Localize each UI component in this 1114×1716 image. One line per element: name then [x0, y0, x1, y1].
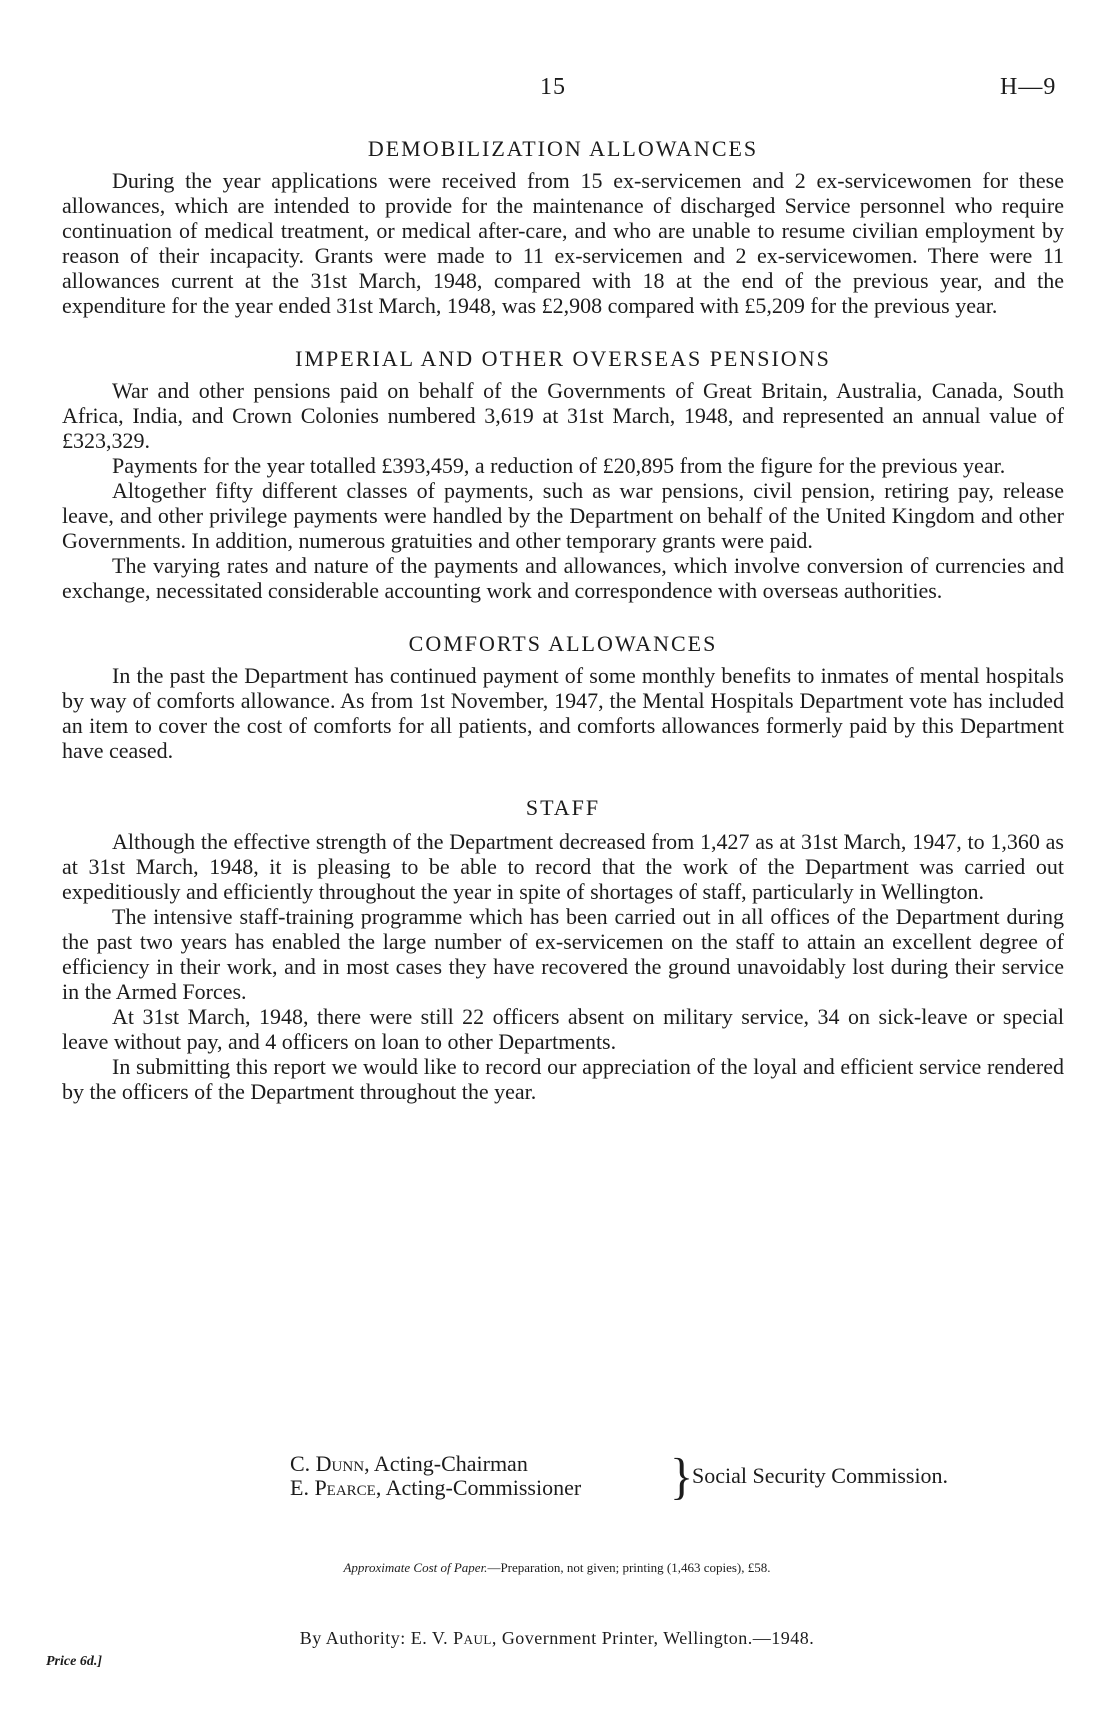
paragraph: At 31st March, 1948, there were still 22 officers absent on military service, 34 on sick-leave or special leave without pay, and 4 officers on loan to other Departments. — [62, 1004, 1064, 1054]
section-staff — [62, 795, 1064, 1104]
signatory-name: C. Dunn — [290, 1451, 365, 1476]
signatory-line: C. Dunn, Acting-Chairman — [290, 1451, 528, 1476]
section-heading: COMFORTS ALLOWANCES — [408, 631, 718, 656]
price: Price 6d.] — [46, 1654, 102, 1669]
signatory-name: E. Pearce — [290, 1475, 376, 1500]
cost-text: —Preparation, not given; printing (1,463 copies), £58. — [487, 1560, 771, 1575]
printer-name: E. V. Paul — [410, 1628, 492, 1648]
section-heading: DEMOBILIZATION ALLOWANCES — [367, 136, 759, 161]
section-overseas-pensions — [62, 346, 1064, 603]
section-heading: IMPERIAL AND OTHER OVERSEAS PENSIONS — [295, 346, 831, 371]
signature-block — [290, 1448, 949, 1505]
page-number: 15 — [540, 74, 566, 100]
cost-of-paper-note — [0, 1560, 1114, 1576]
paragraph: War and other pensions paid on behalf of the Governments of Great Britain, Australia, Canada, South Africa, India, and Crown Colonies numbered 3,619 at 31st March, 1948, and represented an annual value of £323,329. — [62, 378, 1064, 453]
signatory-line: E. Pearce, Acting-Commissioner — [290, 1475, 582, 1500]
section-heading: STAFF — [525, 795, 601, 820]
paragraph: In the past the Department has continued payment of some monthly benefits to inmates of mental hospitals by way of comforts allowance. As from 1st November, 1947, the Mental Hospitals Department vote has included an item to cover the cost of comforts for all patients, and comforts allowances formerly paid by this Department have ceased. — [62, 663, 1064, 763]
paragraph: The varying rates and nature of the payments and allowances, which involve conversion of currencies and exchange, necessitated considerable accounting work and correspondence with overseas authorities. — [62, 553, 1064, 603]
signatory-role: Acting-Commissioner — [385, 1475, 582, 1500]
cost-label: Approximate Cost of Paper. — [343, 1560, 488, 1575]
authority-suffix: Government Printer, Wellington.—1948. — [501, 1628, 815, 1648]
document-reference: H—9 — [1000, 74, 1057, 100]
commission-name: Social Security Commission. — [692, 1463, 949, 1488]
paragraph: Payments for the year totalled £393,459, a reduction of £20,895 from the figure for the previous year. — [112, 453, 1006, 478]
paragraph: During the year applications were received from 15 ex-servicemen and 2 ex-servicewomen for these allowances, which are intended to provide for the maintenance of discharged Service personnel who require continuation of medical treatment, or medical after-care, and who are unable to resume civilian employment by reason of their incapacity. Grants were made to 11 ex-servicemen and 2 ex-servicewomen. There were 11 allowances current at the 31st March, 1948, compared with 18 at the end of the previous year, and the expenditure for the year ended 31st March, 1948, was £2,908 compared with £5,209 for the previous year. — [62, 168, 1064, 318]
authority-prefix: By Authority: — [299, 1628, 406, 1648]
paragraph: In submitting this report we would like to record our appreciation of the loyal and efficient service rendered by the officers of the Department throughout the year. — [62, 1054, 1064, 1104]
section-comforts-allowances — [62, 631, 1064, 763]
signatory-role: Acting-Chairman — [373, 1451, 528, 1476]
brace-glyph: } — [670, 1448, 694, 1505]
printer-authority: By Authority: E. V. Paul, Government Printer, Wellington.—1948. — [299, 1628, 815, 1648]
paragraph: Although the effective strength of the Department decreased from 1,427 as at 31st March, 1947, to 1,360 as at 31st March, 1948, it is pleasing to be able to record that the work of the Department was carried out expeditiously and efficiently throughout the year in spite of shortages of staff, particularly in Wellington. — [62, 829, 1064, 904]
paragraph: The intensive staff-training programme which has been carried out in all offices of the Department during the past two years has enabled the large number of ex-servicemen on the staff to attain an excellent degree of efficiency in their work, and in most cases they have recovered the ground unavoidably lost during their service in the Armed Forces. — [62, 904, 1064, 1004]
section-demobilization — [62, 136, 1064, 318]
document-body — [62, 136, 1064, 1104]
paragraph: Altogether fifty different classes of payments, such as war pensions, civil pension, retiring pay, release leave, and other privilege payments were handled by the Department on behalf of the United Kingdom and other Governments. In addition, numerous gratuities and other temporary grants were paid. — [62, 478, 1064, 553]
